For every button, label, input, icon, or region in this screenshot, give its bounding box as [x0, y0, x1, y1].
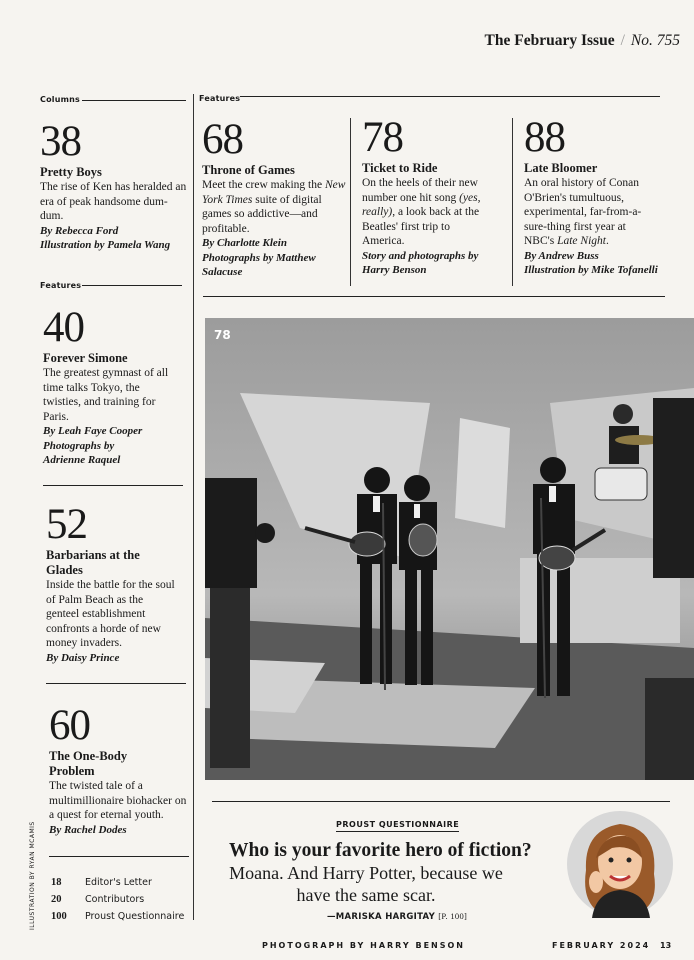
feature-divider-2: [512, 118, 513, 286]
story-credit: Illustration by Mike Tofanelli: [524, 264, 658, 276]
toc-row-editors-letter[interactable]: [51, 877, 152, 888]
story-title: Forever Simone: [43, 351, 128, 365]
toc-story-88[interactable]: [524, 116, 686, 278]
page-number-footer: 13: [660, 941, 672, 950]
toc-story-60[interactable]: [49, 704, 199, 837]
photo-page-label: 78: [214, 328, 231, 342]
toc-row-proust-questionnaire[interactable]: [51, 911, 184, 922]
photo-illustration: [205, 318, 694, 780]
features-rule-bottom: [203, 296, 665, 297]
page-number: 88: [524, 114, 565, 161]
issue-date: FEBRUARY 2024: [552, 941, 651, 950]
story-dek: Inside the battle for the soul of Palm Beach as the genteel establishment confronts a horde of new money invaders.: [46, 579, 175, 649]
story-title: Late Bloomer: [524, 161, 598, 175]
questionnaire-label: PROUST QUESTIONNAIRE: [336, 820, 459, 832]
story-credit: Photographs by Matthew Salacuse: [202, 251, 316, 278]
story-credit: By Rachel Dodes: [49, 823, 127, 836]
columns-rule: [82, 100, 186, 101]
portrait-illustration: [566, 810, 674, 918]
story-dek: On the heels of their new number one hit song (yes, really), a look back at the Beatles' first trip to America.: [362, 177, 481, 247]
story-credit: By Rebecca Ford: [40, 224, 119, 237]
story-credit: By Leah Faye Cooper: [43, 425, 143, 437]
page-number: 78: [362, 114, 403, 161]
photo-credit: PHOTOGRAPH BY HARRY BENSON: [262, 941, 465, 950]
feature-divider-1: [350, 118, 351, 286]
page-number: 38: [40, 118, 81, 165]
toc-story-78[interactable]: [362, 116, 508, 278]
story-credit: By Andrew Buss: [524, 249, 599, 262]
story-dek: The greatest gymnast of all time talks Tokyo, the twisties, and training for Paris.: [43, 367, 169, 423]
issue-number: No. 755: [630, 32, 680, 49]
questionnaire-rule: [212, 801, 670, 802]
story-title: Barbarians at the Glades: [46, 548, 140, 577]
page-number: 60: [49, 702, 90, 749]
story-title: The One-Body Problem: [49, 749, 128, 778]
story-credit: By Daisy Prince: [46, 651, 120, 664]
divider-rule: [43, 485, 183, 486]
questionnaire-answer: Moana. And Harry Potter, because we have the same scar.: [229, 863, 503, 905]
story-title: Pretty Boys: [40, 165, 102, 179]
toc-row-contributors[interactable]: [51, 894, 144, 905]
story-credit: Photographs by Adrienne Raquel: [43, 439, 121, 466]
page-number: 40: [43, 304, 84, 351]
story-dek: The rise of Ken has heralded an era of peak handsome dum-dum.: [40, 181, 187, 222]
features-rule-left: [82, 285, 182, 286]
page-number: 52: [46, 501, 87, 548]
toc-story-38[interactable]: [40, 120, 190, 253]
questionnaire-question: Who is your favorite hero of fiction?: [229, 840, 532, 861]
story-title: Throne of Games: [202, 163, 295, 177]
toc-story-40[interactable]: [43, 306, 193, 468]
toc-page-number: 100: [51, 911, 67, 922]
questionnaire-byline: —MARISKA HARGITAY [P. 100]: [327, 911, 468, 922]
story-credit: Story and photographs by Harry Benson: [362, 249, 479, 276]
toc-story-68[interactable]: [202, 118, 346, 280]
toc-story-52[interactable]: [46, 503, 196, 665]
story-credit: Illustration by Pamela Wang: [40, 239, 171, 251]
features-section-label-top: Features: [199, 94, 241, 103]
columns-section-label: Columns: [40, 95, 80, 104]
features-rule-top: [240, 96, 660, 97]
divider-rule: [46, 683, 186, 684]
story-dek: The twisted tale of a multimillionaire biohacker on a quest for eternal youth.: [49, 780, 187, 821]
header-separator: /: [620, 32, 625, 49]
features-section-label-left: Features: [40, 281, 82, 290]
story-credit: By Charlotte Klein: [202, 237, 287, 249]
divider-rule: [49, 856, 189, 857]
page-number: 68: [202, 116, 243, 163]
story-dek: Meet the crew making the New York Times suite of digital games so addictive—and profitable.: [202, 179, 346, 235]
beatles-photograph[interactable]: [205, 318, 694, 780]
story-dek: An oral history of Conan O'Brien's tumultuous, experimental, far-from-a-sure-thing first year at NBC's Late Night.: [524, 177, 642, 247]
toc-page-number: 20: [51, 894, 62, 905]
issue-title: The February Issue: [484, 32, 615, 49]
toc-label: Proust Questionnaire: [85, 911, 185, 922]
toc-label: Contributors: [85, 894, 145, 905]
illustration-credit: ILLUSTRATION BY RYAN MCAMIS: [29, 821, 36, 930]
story-title: Ticket to Ride: [362, 161, 438, 175]
toc-page-number: 18: [51, 877, 62, 888]
issue-header: [485, 32, 680, 50]
toc-label: Editor's Letter: [85, 877, 152, 888]
